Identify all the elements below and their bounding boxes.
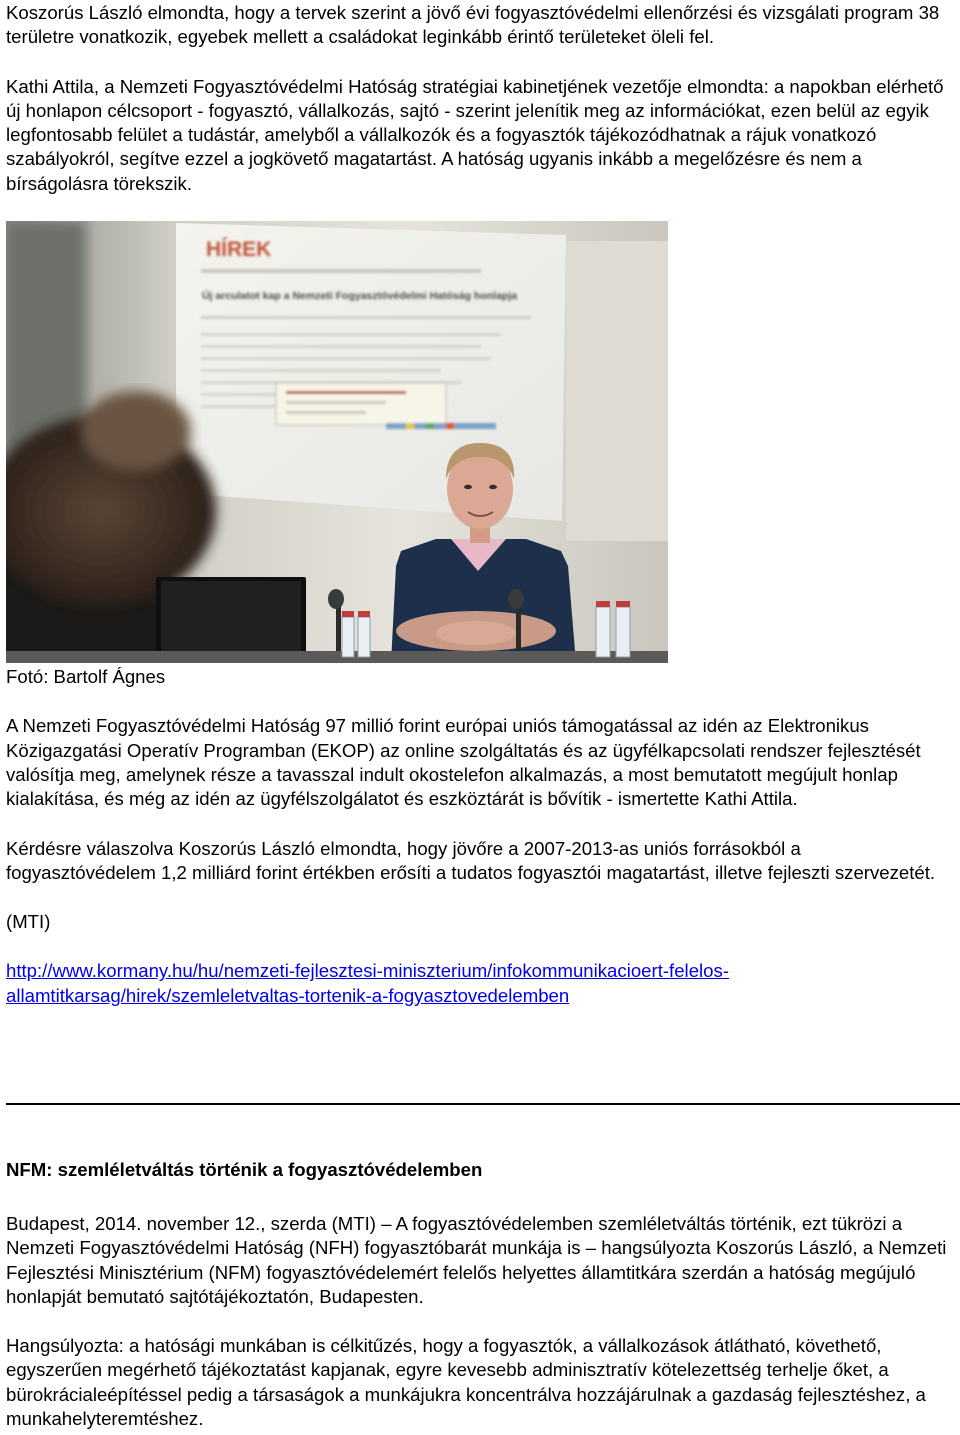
section-divider xyxy=(6,1103,960,1105)
press-conference-photo xyxy=(6,221,668,663)
photo-illustration xyxy=(6,221,668,663)
source-link-line1[interactable]: http://www.kormany.hu/hu/nemzeti-fejlesztesi-miniszterium/infokommunikacioert-felelos- xyxy=(6,960,729,982)
article-headline: NFM: szemléletváltás történik a fogyasztóvédelemben xyxy=(6,1159,483,1180)
source-link[interactable] xyxy=(6,959,954,1008)
paragraph-ekop: A Nemzeti Fogyasztóvédelmi Hatóság 97 millió forint európai uniós támogatással az idén az Elektronikus Közigazgatási Operatív Programban (EKOP) az online szolgáltatás és az ügyfélkapcsolati rendszer fejlesztését valósítja meg, amelynek része a tavasszal indult okostelefon alkalmazás, a most bemutatott megújult honlap kialakítása, és még az idén az ügyfélszolgálatot és eszköztárát is bővítik - ismertette Kathi Attila. xyxy=(6,715,921,810)
screen-heading: HÍREK xyxy=(206,238,272,262)
document-page xyxy=(6,1,954,1429)
screen-subheading: Új arculatot kap a Nemzeti Fogyasztóvédelmi Hatóság honlapja xyxy=(202,290,518,303)
paragraph-emphasis: Hangsúlyozta: a hatósági munkában is célkitűzés, hogy a fogyasztók, a vállalkozások átlátható, követhető, egyszerűen megérhető tájékoztatást kapjanak, egyre kevesebb adminisztratív kötelezettség terhelje őket, a bürokrácialeépítéssel pedig a társaságok a munkájukra koncentrálva hozzájárulnak a gazdaság fejlesztéshez, a munkahelyteremtéshez. xyxy=(6,1335,926,1429)
source-label: (MTI) xyxy=(6,911,51,933)
paragraph-funding: Kérdésre válaszolva Koszorús László elmondta, hogy jövőre a 2007-2013-as uniós forrásokból a fogyasztóvédelem 1,2 milliárd forint értékben erősíti a tudatos fogyasztói magatartást, illetve fejleszti szervezetét. xyxy=(6,837,936,883)
source-link-line2[interactable]: allamtitkarsag/hirek/szemleletvaltas-tortenik-a-fogyasztovedelemben xyxy=(6,984,570,1006)
paragraph-intro: Koszorús László elmondta, hogy a tervek szerint a jövő évi fogyasztóvédelmi ellenőrzési és vizsgálati program 38 területre vonatkozik, egyebek mellett a családokat leginkább érintő területeket öleli fel. xyxy=(6,2,940,48)
paragraph-kathi-attila: Kathi Attila, a Nemzeti Fogyasztóvédelmi Hatóság stratégiai kabinetjének vezetője elmondta: a napokban elérhető új honlapon célcsoport - fogyasztó, vállalkozás, sajtó - szerint jelenítik meg az információkat, ezen belül az egyik legfontosabb felület a tudástár, amelyből a vállalkozók és a fogyasztók tájékozódhatnak a rájuk vonatkozó szabályokról, segítve ezzel a jogkövető magatartást. A hatóság ugyanis inkább a megelőzésre és nem a bírságolásra törekszik. xyxy=(6,75,944,194)
photo-caption: Fotó: Bartolf Ágnes xyxy=(6,666,166,688)
paragraph-dateline: Budapest, 2014. november 12., szerda (MTI) – A fogyasztóvédelemben szemléletváltás történik, ezt tükrözi a Nemzeti Fogyasztóvédelmi Hatóság (NFH) fogyasztóbarát munkája is – hangsúlyozta Koszorús László, a Nemzeti Fejlesztési Minisztérium (NFM) fogyasztóvédelemért felelős helyettes államtitkára szerdán a hatóság megújuló honlapját bemutató sajtótájékoztatón, Budapesten. xyxy=(6,1213,947,1307)
